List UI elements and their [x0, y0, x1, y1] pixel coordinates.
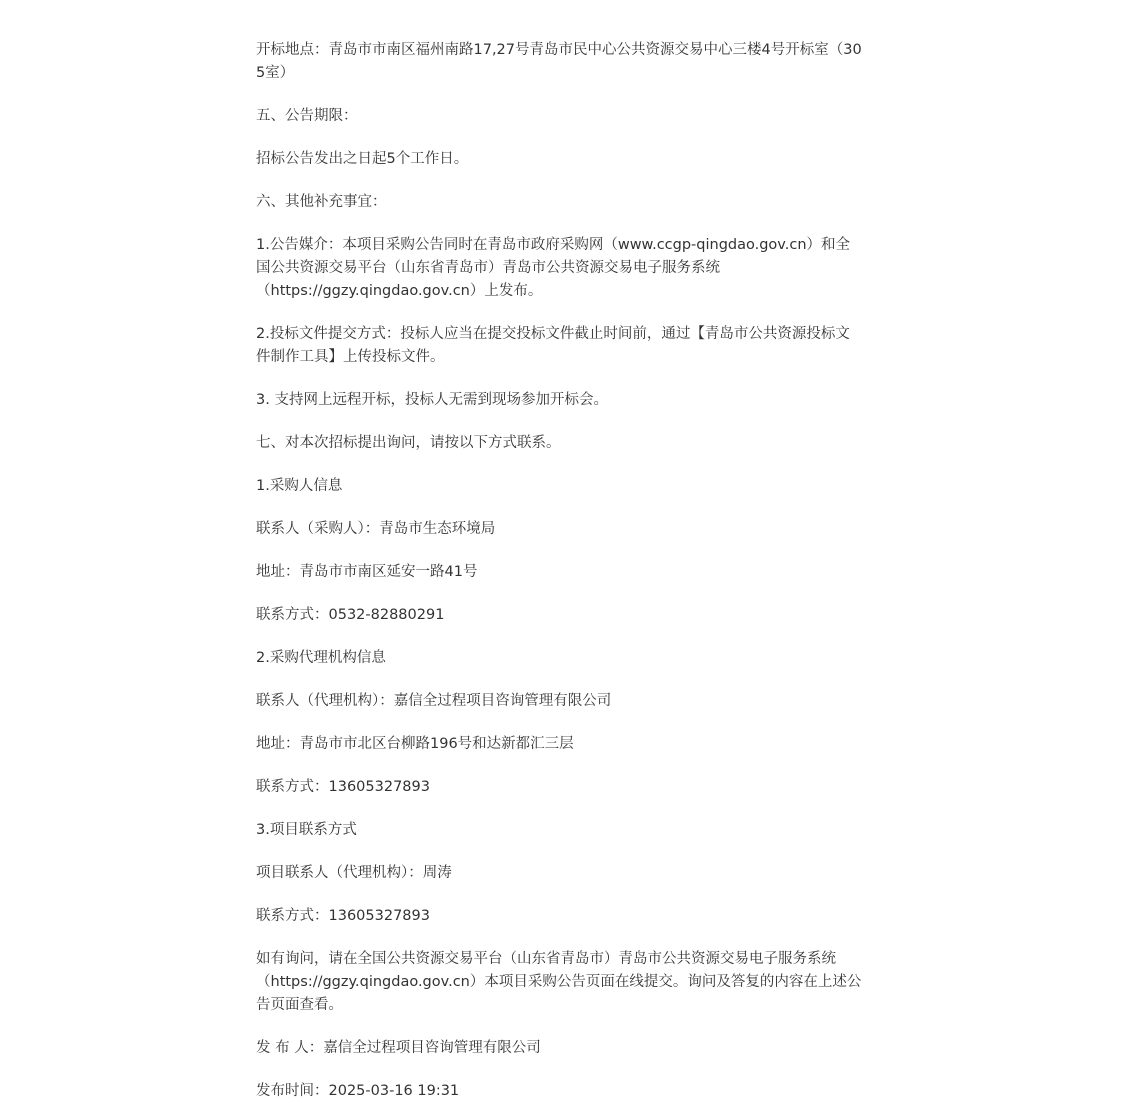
submission-method: 2.投标文件提交方式：投标人应当在提交投标文件截止时间前，通过【青岛市公共资源投标文件制作工具】上传投标文件。: [256, 326, 850, 365]
announcement-media-text: 1.公告媒介：本项目采购公告同时在青岛市政府采购网（www.ccgp-qingdao.gov.cn）和全国公共资源交易平台（山东省青岛市）青岛市公共资源交易电子服务系统: [256, 237, 851, 276]
agency-address: 地址：青岛市市北区台柳路196号和达新都汇三层: [256, 736, 574, 752]
opening-location: 开标地点：青岛市市南区福州南路17,27号青岛市民中心公共资源交易中心三楼4号开标室（305室）: [256, 42, 862, 81]
purchaser-heading: 1.采购人信息: [256, 478, 343, 494]
agency-name: 联系人（代理机构）：嘉信全过程项目咨询管理有限公司: [256, 693, 612, 709]
agency-heading: 2.采购代理机构信息: [256, 650, 386, 666]
project-contact-phone: 联系方式：13605327893: [256, 908, 430, 924]
announcement-media: [256, 234, 862, 303]
section-5-heading: 五、公告期限：: [256, 108, 358, 124]
notice-period: 招标公告发出之日起5个工作日。: [256, 151, 469, 167]
publish-time: 发布时间：2025-03-16 19:31: [256, 1083, 460, 1099]
inquiry-instructions: [256, 948, 862, 1017]
announcement-media-url: （https://ggzy.qingdao.gov.cn）上发布。: [256, 283, 543, 299]
project-contact-heading: 3.项目联系方式: [256, 822, 357, 838]
inquiry-text: 如有询问，请在全国公共资源交易平台（山东省青岛市）青岛市公共资源交易电子服务系统: [256, 951, 836, 967]
section-6-heading: 六、其他补充事宜：: [256, 194, 387, 210]
remote-opening: 3. 支持网上远程开标，投标人无需到现场参加开标会。: [256, 392, 608, 408]
agency-phone: 联系方式：13605327893: [256, 779, 430, 795]
purchaser-address: 地址：青岛市市南区延安一路41号: [256, 564, 478, 580]
purchaser-name: 联系人（采购人）：青岛市生态环境局: [256, 521, 496, 537]
project-contact-name: 项目联系人（代理机构）：周涛: [256, 865, 452, 881]
publisher: 发 布 人：嘉信全过程项目咨询管理有限公司: [256, 1040, 541, 1056]
notice-body: [256, 39, 862, 1103]
inquiry-url: （https://ggzy.qingdao.gov.cn）本项目采购公告页面在线提交。询问及答复的内容在上述公告页面查看。: [256, 974, 862, 1013]
section-7-heading: 七、对本次招标提出询问，请按以下方式联系。: [256, 435, 561, 451]
purchaser-phone: 联系方式：0532-82880291: [256, 607, 445, 623]
